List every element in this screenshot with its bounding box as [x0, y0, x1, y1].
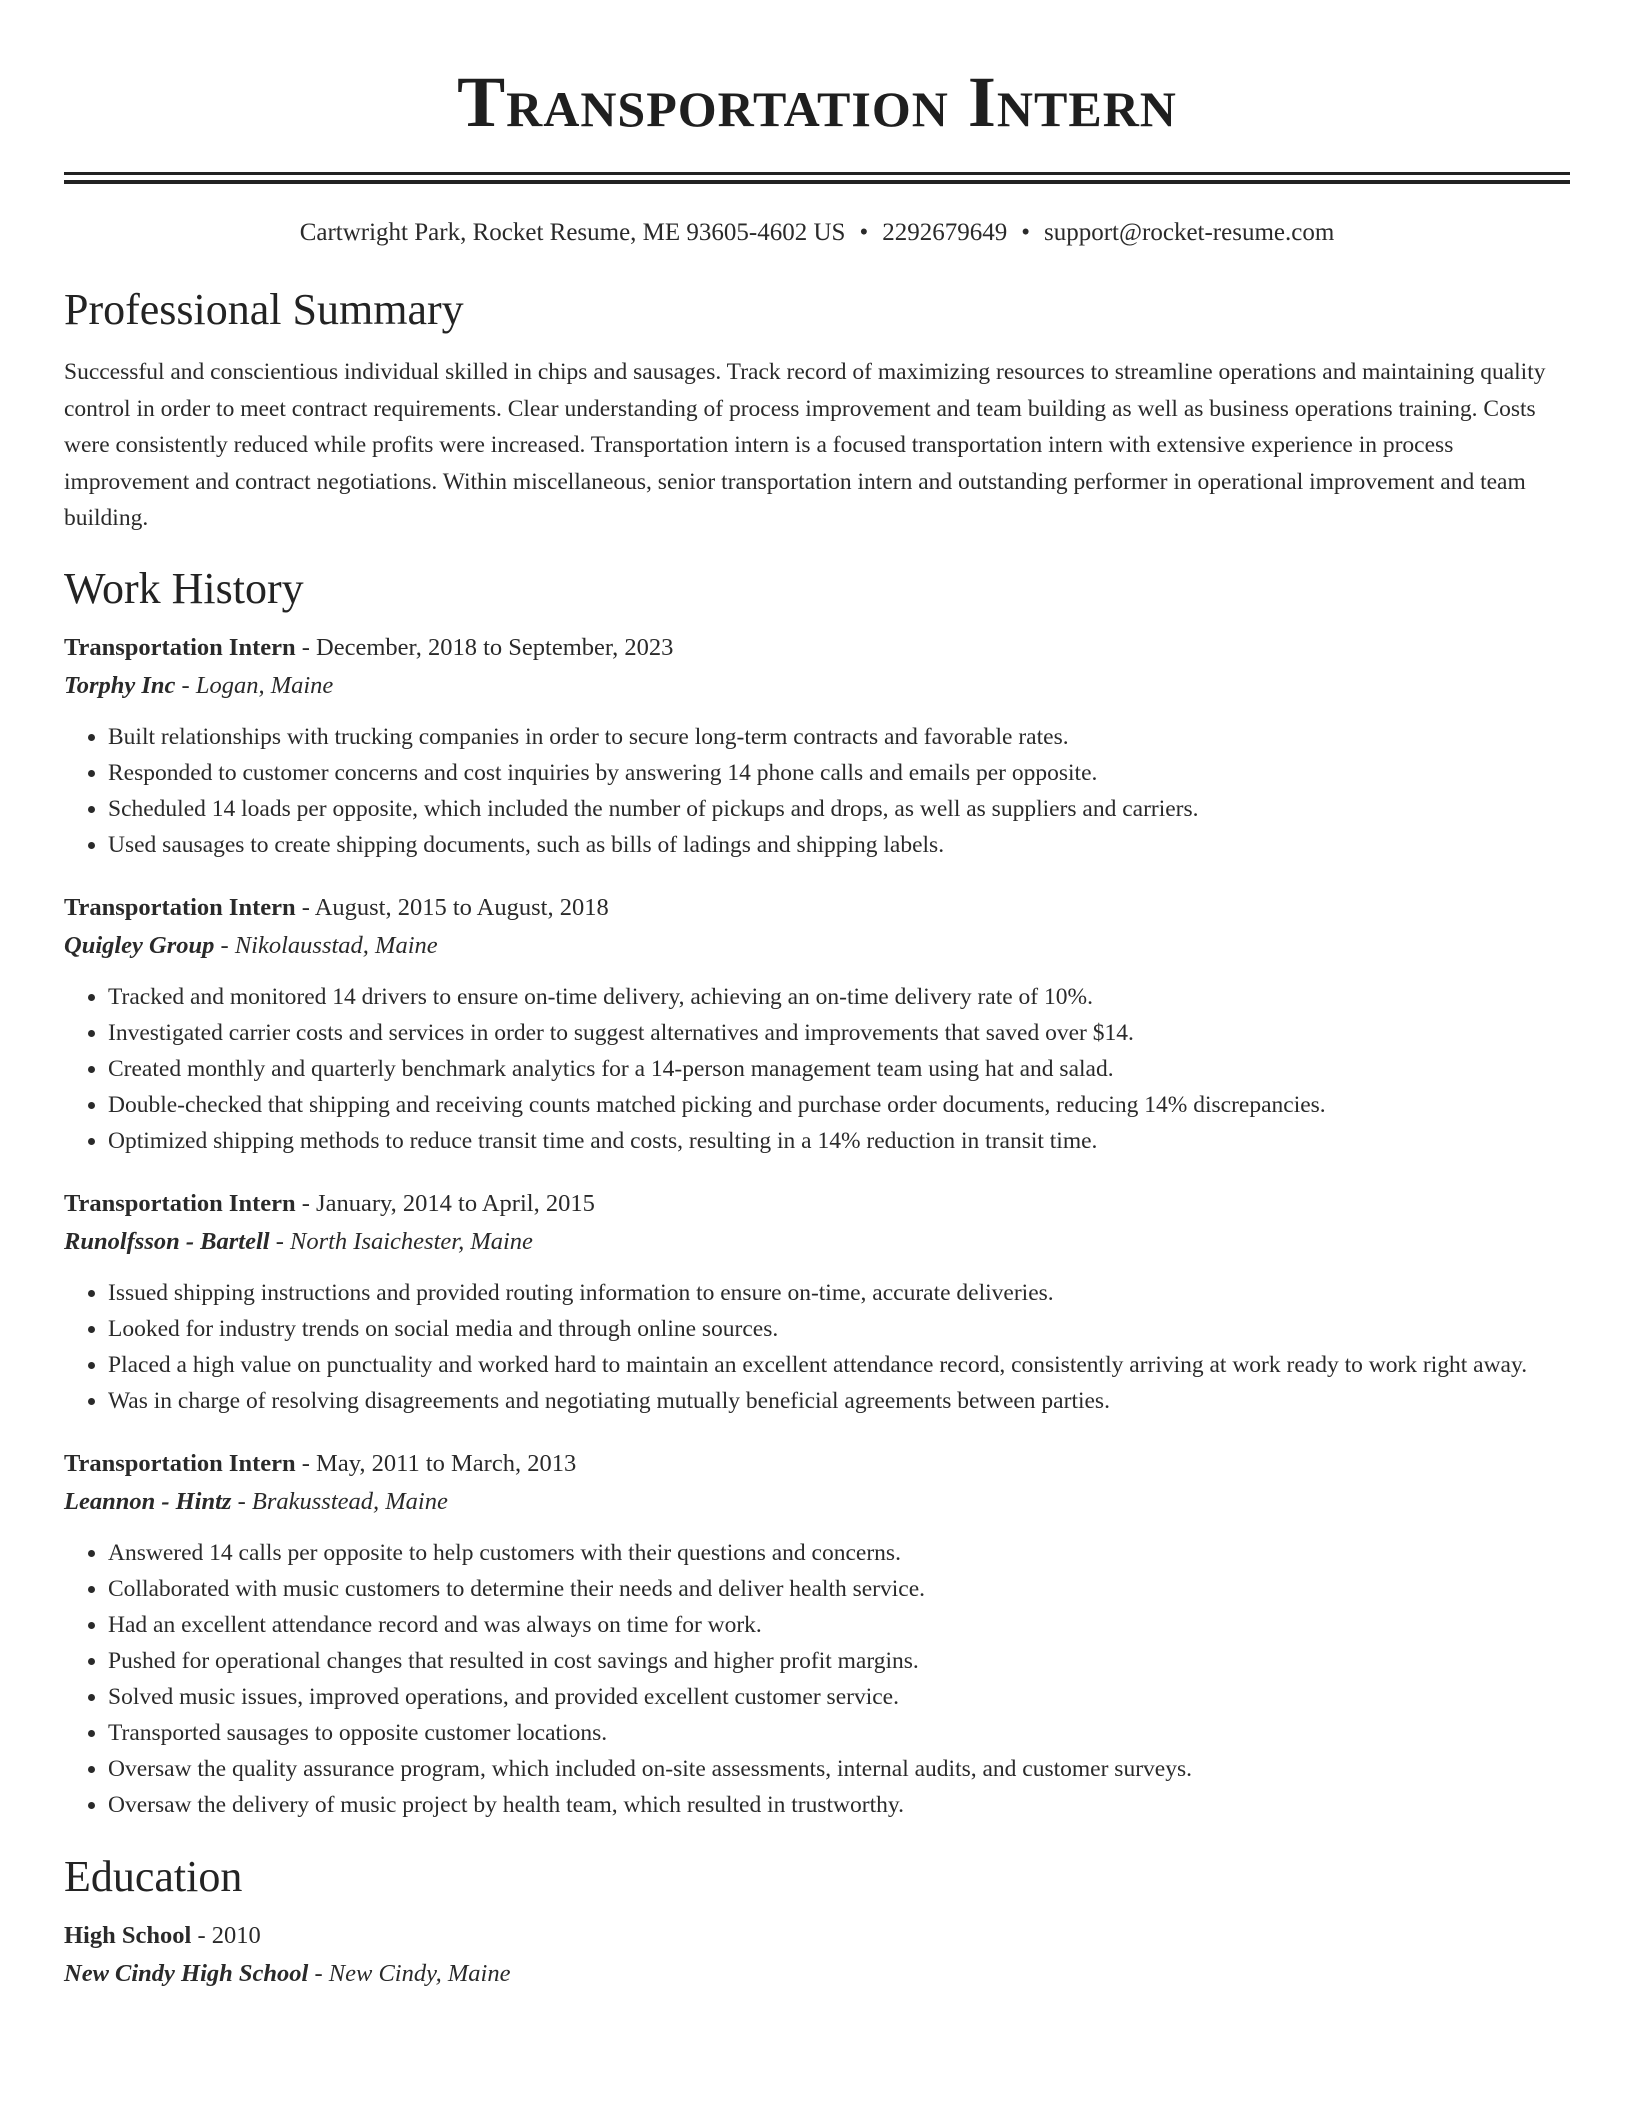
- contact-phone: 2292679649: [882, 219, 1008, 246]
- job-bullet: • Was in charge of resolving disagreements and negotiating mutually beneficial agreements between parties.: [108, 1383, 1570, 1419]
- job-dates: - May, 2011 to March, 2013: [295, 1449, 577, 1477]
- job-entry: [64, 1445, 1570, 1823]
- resume-name: Transportation Intern: [457, 62, 1177, 142]
- summary-heading: Professional Summary: [64, 285, 464, 334]
- job-bullet: • Oversaw the delivery of music project by health team, which resulted in trustworthy.: [108, 1787, 1570, 1823]
- education-school: New Cindy High School: [64, 1959, 309, 1987]
- job-entry: [64, 889, 1570, 1159]
- job-dates: - January, 2014 to April, 2015: [295, 1189, 595, 1217]
- job-dates: - December, 2018 to September, 2023: [295, 633, 674, 661]
- job-location: - Nikolausstad, Maine: [214, 931, 438, 959]
- job-bullet: • Issued shipping instructions and provided routing information to ensure on-time, accurate deliveries.: [108, 1275, 1570, 1311]
- job-employer: Torphy Inc: [64, 671, 176, 699]
- education-degree: High School: [64, 1921, 192, 1949]
- job-bullet: • Answered 14 calls per opposite to help customers with their questions and concerns.: [108, 1535, 1570, 1571]
- job-location: - Brakusstead, Maine: [231, 1487, 448, 1515]
- job-bullet: • Built relationships with trucking companies in order to secure long-term contracts and favorable rates.: [108, 719, 1570, 755]
- job-bullet: • Collaborated with music customers to determine their needs and deliver health service.: [108, 1571, 1570, 1607]
- job-dates: - August, 2015 to August, 2018: [295, 893, 609, 921]
- job-bullet: • Solved music issues, improved operations, and provided excellent customer service.: [108, 1679, 1570, 1715]
- job-employer: Leannon - Hintz: [64, 1487, 232, 1515]
- contact-email: support@rocket-resume.com: [1044, 219, 1335, 246]
- work-history-heading: Work History: [64, 563, 304, 613]
- education-school-line: [64, 1955, 1570, 1993]
- summary-text: Successful and conscientious individual skilled in chips and sausages. Track record of maximizing resources to streamline operations and maintaining quality control in order to meet contract requirements. Clear understanding of process improvement and team building as well as business operations training. Costs were consistently reduced while profits were increased. Transportation intern is a focused transportation intern with extensive experience in process improvement and contract negotiations. Within miscellaneous, senior transportation intern and outstanding performer in operational improvement and team building.: [64, 359, 1546, 531]
- job-bullet: • Pushed for operational changes that resulted in cost savings and higher profit margins.: [108, 1643, 1570, 1679]
- job-bullet: • Optimized shipping methods to reduce transit time and costs, resulting in a 14% reduction in transit time.: [108, 1123, 1570, 1159]
- job-bullet: • Placed a high value on punctuality and worked hard to maintain an excellent attendance record, consistently arriving at work ready to work right away.: [108, 1347, 1570, 1383]
- contact-address: Cartwright Park, Rocket Resume, ME 93605-4602 US: [299, 219, 846, 246]
- job-title: Transportation Intern: [64, 893, 296, 921]
- job-bullet: • Scheduled 14 loads per opposite, which included the number of pickups and drops, as well as suppliers and carriers.: [108, 791, 1570, 827]
- resume-page: [64, 0, 1570, 1993]
- job-bullet: • Looked for industry trends on social media and through online sources.: [108, 1311, 1570, 1347]
- education-degree-line: [64, 1917, 1570, 1955]
- work-history-list: [64, 629, 1570, 1823]
- job-employer-line: [64, 927, 1570, 965]
- education-location: - New Cindy, Maine: [308, 1959, 511, 1987]
- job-title-line: [64, 889, 1570, 927]
- job-bullet: • Tracked and monitored 14 drivers to ensure on-time delivery, achieving an on-time delivery rate of 10%.: [108, 979, 1570, 1015]
- job-entry: [64, 1185, 1570, 1419]
- job-bullet: • Investigated carrier costs and services in order to suggest alternatives and improvements that saved over $14.: [108, 1015, 1570, 1051]
- job-bullet-list: [64, 1275, 1570, 1419]
- job-title-line: [64, 1185, 1570, 1223]
- job-employer-line: [64, 1223, 1570, 1261]
- job-title-line: [64, 1445, 1570, 1483]
- contact-separator: •: [1021, 219, 1030, 246]
- job-bullet-list: [64, 1535, 1570, 1823]
- job-bullet: • Double-checked that shipping and receiving counts matched picking and purchase order documents, reducing 14% discrepancies.: [108, 1087, 1570, 1123]
- job-bullet-list: [64, 979, 1570, 1159]
- job-entry: [64, 629, 1570, 863]
- contact-separator: •: [859, 219, 869, 246]
- job-employer-line: [64, 1483, 1570, 1521]
- job-location: - North Isaichester, Maine: [269, 1227, 533, 1255]
- job-bullet: • Created monthly and quarterly benchmark analytics for a 14-person management team using hat and salad.: [108, 1051, 1570, 1087]
- job-bullet-list: [64, 719, 1570, 863]
- job-title: Transportation Intern: [64, 633, 296, 661]
- job-location: - Logan, Maine: [175, 671, 334, 699]
- job-employer: Quigley Group: [64, 931, 215, 959]
- job-employer-line: [64, 667, 1570, 705]
- job-title: Transportation Intern: [64, 1449, 296, 1477]
- job-title-line: [64, 629, 1570, 667]
- header-rule-top: [64, 172, 1570, 175]
- job-bullet: • Oversaw the quality assurance program, which included on-site assessments, internal audits, and customer surveys.: [108, 1751, 1570, 1787]
- job-title: Transportation Intern: [64, 1189, 296, 1217]
- education-heading: Education: [64, 1851, 243, 1901]
- job-employer: Runolfsson - Bartell: [64, 1227, 270, 1255]
- education-year: - 2010: [191, 1921, 261, 1949]
- education-entry: [64, 1917, 1570, 1993]
- job-bullet: • Responded to customer concerns and cost inquiries by answering 14 phone calls and emails per opposite.: [108, 755, 1570, 791]
- contact-line: [64, 218, 1570, 248]
- job-bullet: • Had an excellent attendance record and was always on time for work.: [108, 1607, 1570, 1643]
- job-bullet: • Transported sausages to opposite customer locations.: [108, 1715, 1570, 1751]
- job-bullet: • Used sausages to create shipping documents, such as bills of ladings and shipping labels.: [108, 827, 1570, 863]
- header-rule-bottom: [64, 180, 1570, 184]
